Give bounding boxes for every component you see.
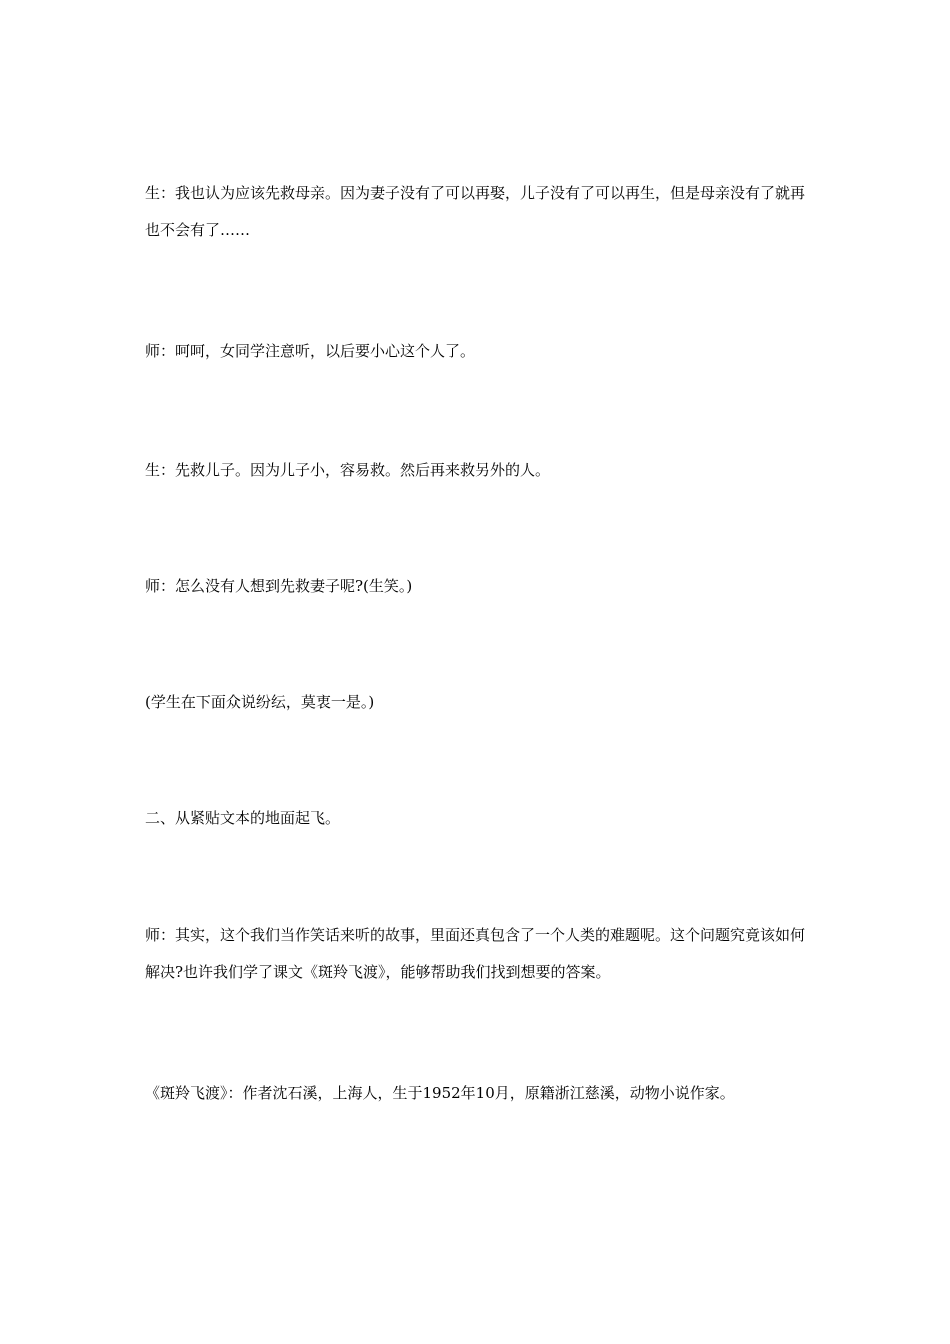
paragraph-class-discussion: (学生在下面众说纷纭，莫衷一是。) <box>145 693 375 711</box>
paragraph-teacher-joke: 师：呵呵，女同学注意听，以后要小心这个人了。 <box>145 342 476 360</box>
section-heading-two: 二、从紧贴文本的地面起飞。 <box>145 809 341 827</box>
paragraph-teacher-intro: 师：其实，这个我们当作笑话来听的故事，里面还真包含了一个人类的难题呢。这个问题究竟该如何解决?也许我们学了课文《斑羚飞渡》，能够帮助我们找到想要的答案。 <box>145 926 806 981</box>
paragraph-author-info: 《斑羚飞渡》：作者沈石溪，上海人，生于1952年10月，原籍浙江慈溪，动物小说作家。 <box>145 1084 735 1102</box>
paragraph-teacher-question: 师：怎么没有人想到先救妻子呢?(生笑。) <box>145 577 413 595</box>
paragraph-student-save-son: 生：先救儿子。因为儿子小，容易救。然后再来救另外的人。 <box>145 461 551 479</box>
paragraph-student-save-mother: 生：我也认为应该先救母亲。因为妻子没有了可以再娶，儿子没有了可以再生，但是母亲没有了就再也不会有了…… <box>145 184 806 239</box>
